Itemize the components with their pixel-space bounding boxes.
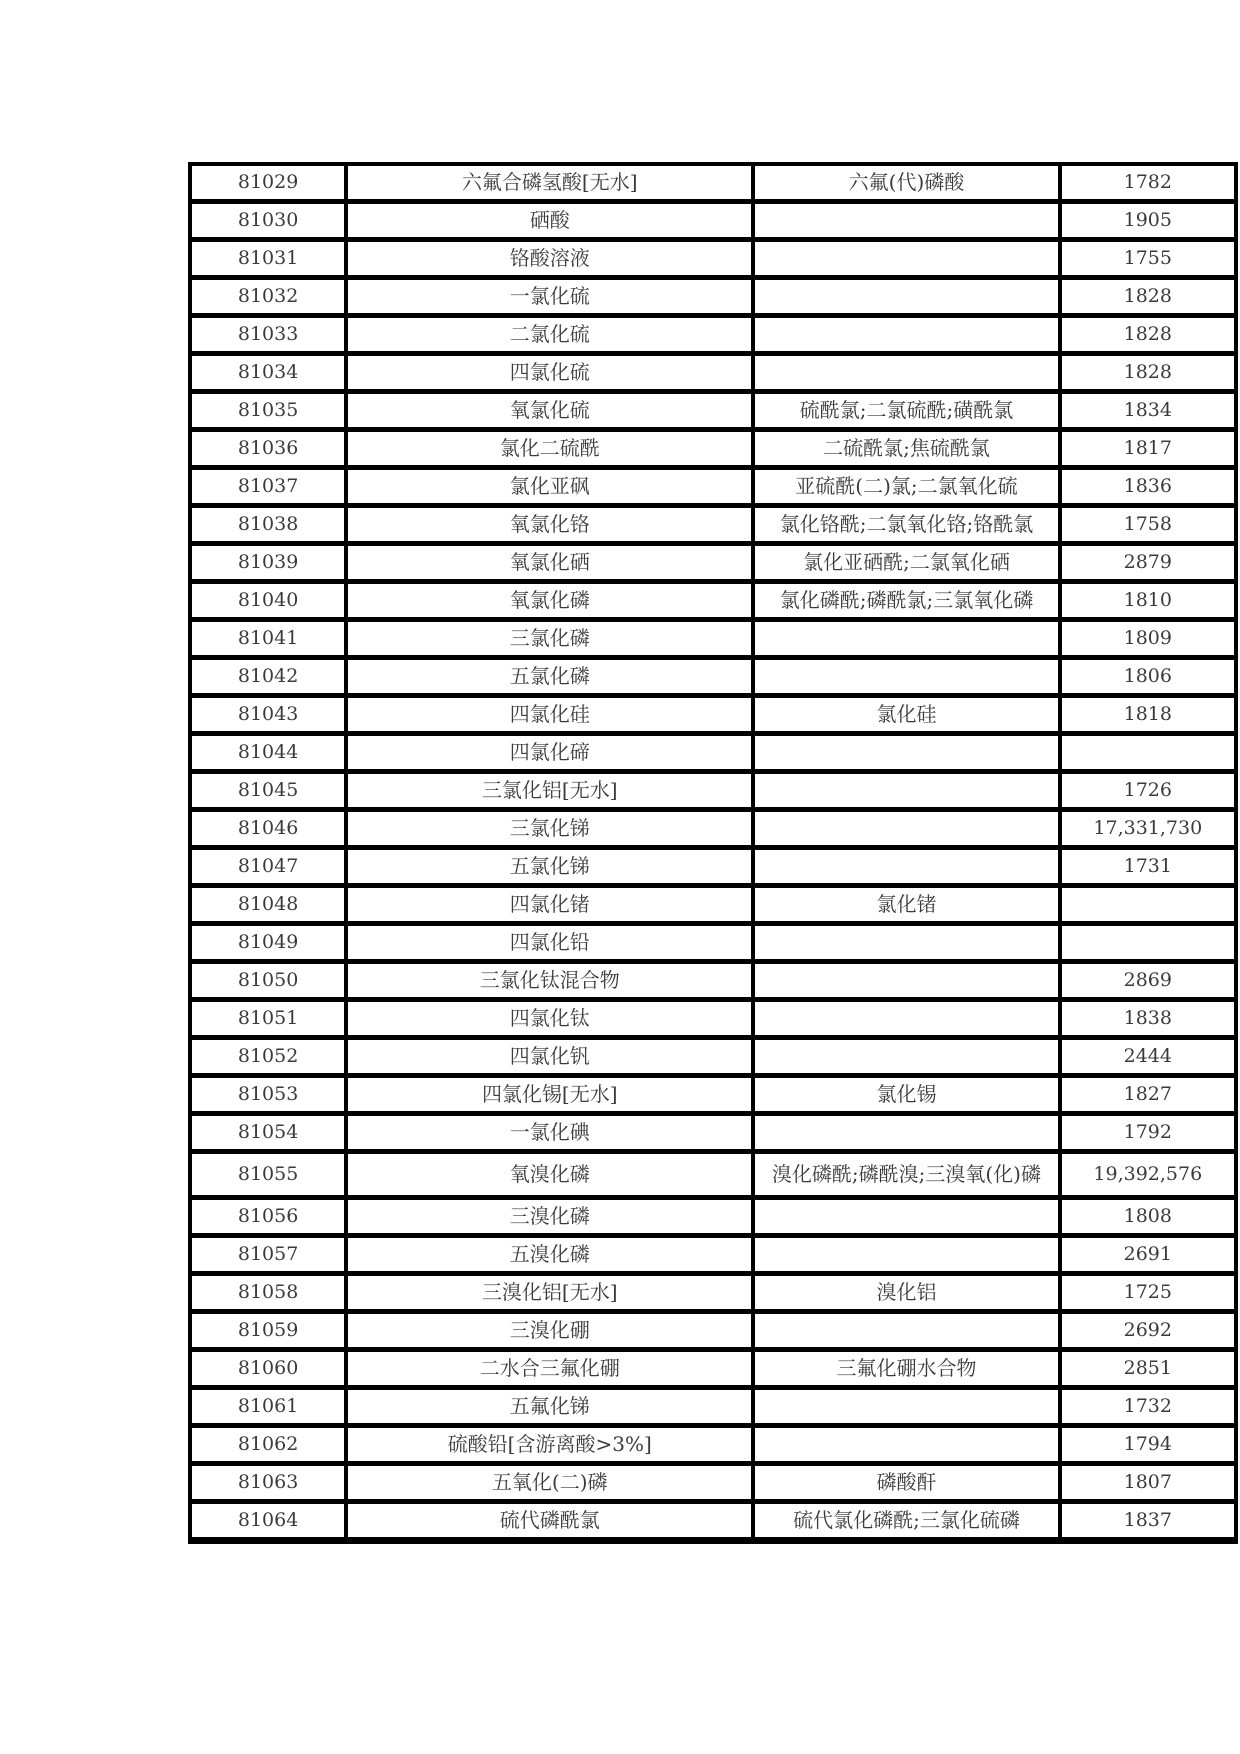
cell-name: 五溴化磷 [348, 1238, 755, 1276]
cell-name: 四氯化硅 [348, 698, 755, 736]
cell-name: 三氯化磷 [348, 622, 755, 660]
table-row [192, 508, 1238, 546]
cell-code: 81060 [192, 1352, 348, 1390]
cell-un-number: 1755 [1062, 242, 1238, 280]
table-row [192, 850, 1238, 888]
cell-code: 81058 [192, 1276, 348, 1314]
cell-name: 四氯化锡[无水] [348, 1078, 755, 1116]
cell-name: 氧氯化硒 [348, 546, 755, 584]
cell-alias: 硫酰氯;二氯硫酰;磺酰氯 [755, 394, 1061, 432]
cell-un-number: 2879 [1062, 546, 1238, 584]
cell-alias: 氯化锡 [755, 1078, 1061, 1116]
cell-name: 三氯化锑 [348, 812, 755, 850]
cell-un-number: 1834 [1062, 394, 1238, 432]
cell-code: 81044 [192, 736, 348, 774]
cell-code: 81045 [192, 774, 348, 812]
table-row [192, 1352, 1238, 1390]
table-row [192, 622, 1238, 660]
table-row [192, 584, 1238, 622]
cell-un-number: 1817 [1062, 432, 1238, 470]
cell-alias [755, 1390, 1061, 1428]
table-row [192, 1428, 1238, 1466]
cell-un-number: 1725 [1062, 1276, 1238, 1314]
cell-code: 81061 [192, 1390, 348, 1428]
cell-alias [755, 736, 1061, 774]
cell-un-number: 1836 [1062, 470, 1238, 508]
cell-un-number: 1828 [1062, 318, 1238, 356]
hazardous-chemicals-table [188, 162, 1238, 1544]
table-row [192, 356, 1238, 394]
table-row [192, 1116, 1238, 1154]
cell-code: 81064 [192, 1504, 348, 1542]
cell-code: 81046 [192, 812, 348, 850]
cell-un-number: 2869 [1062, 964, 1238, 1002]
table-row [192, 1002, 1238, 1040]
cell-code: 81059 [192, 1314, 348, 1352]
cell-alias: 氯化磷酰;磷酰氯;三氯氧化磷 [755, 584, 1061, 622]
cell-code: 81039 [192, 546, 348, 584]
cell-alias: 溴化铝 [755, 1276, 1061, 1314]
cell-alias [755, 1200, 1061, 1238]
cell-name: 氧氯化磷 [348, 584, 755, 622]
cell-name: 三溴化铝[无水] [348, 1276, 755, 1314]
table-row [192, 1504, 1238, 1542]
table-row [192, 926, 1238, 964]
cell-un-number: 1758 [1062, 508, 1238, 546]
cell-un-number: 1838 [1062, 1002, 1238, 1040]
cell-code: 81030 [192, 204, 348, 242]
cell-code: 81035 [192, 394, 348, 432]
cell-un-number: 1726 [1062, 774, 1238, 812]
table-row [192, 280, 1238, 318]
cell-alias [755, 1428, 1061, 1466]
cell-un-number: 1782 [1062, 166, 1238, 204]
cell-alias: 三氟化硼水合物 [755, 1352, 1061, 1390]
cell-code: 81040 [192, 584, 348, 622]
table-row [192, 1040, 1238, 1078]
cell-alias: 硫代氯化磷酰;三氯化硫磷 [755, 1504, 1061, 1542]
table-row [192, 888, 1238, 926]
cell-un-number: 1827 [1062, 1078, 1238, 1116]
table-row [192, 1276, 1238, 1314]
cell-un-number: 17,331,730 [1062, 812, 1238, 850]
cell-name: 三溴化磷 [348, 1200, 755, 1238]
table-row [192, 1078, 1238, 1116]
cell-alias [755, 850, 1061, 888]
table-row [192, 1154, 1238, 1200]
cell-name: 氯化亚砜 [348, 470, 755, 508]
cell-name: 五氯化磷 [348, 660, 755, 698]
cell-code: 81063 [192, 1466, 348, 1504]
cell-code: 81054 [192, 1116, 348, 1154]
cell-alias: 氯化亚硒酰;二氯氧化硒 [755, 546, 1061, 584]
cell-name: 氧溴化磷 [348, 1154, 755, 1200]
table-row [192, 204, 1238, 242]
cell-name: 氯化二硫酰 [348, 432, 755, 470]
cell-alias [755, 204, 1061, 242]
cell-name: 三氯化钛混合物 [348, 964, 755, 1002]
table-row [192, 394, 1238, 432]
table-row [192, 242, 1238, 280]
cell-code: 81032 [192, 280, 348, 318]
cell-un-number: 1808 [1062, 1200, 1238, 1238]
cell-alias [755, 318, 1061, 356]
table-row [192, 1466, 1238, 1504]
cell-alias [755, 622, 1061, 660]
cell-code: 81055 [192, 1154, 348, 1200]
table-row [192, 432, 1238, 470]
cell-alias [755, 280, 1061, 318]
cell-alias: 溴化磷酰;磷酰溴;三溴氧(化)磷 [755, 1154, 1061, 1200]
cell-code: 81033 [192, 318, 348, 356]
cell-alias [755, 1040, 1061, 1078]
cell-un-number: 1806 [1062, 660, 1238, 698]
cell-alias [755, 1238, 1061, 1276]
cell-name: 六氟合磷氢酸[无水] [348, 166, 755, 204]
cell-alias: 磷酸酐 [755, 1466, 1061, 1504]
table-row [192, 774, 1238, 812]
cell-code: 81062 [192, 1428, 348, 1466]
cell-name: 二氯化硫 [348, 318, 755, 356]
cell-code: 81052 [192, 1040, 348, 1078]
cell-un-number: 1828 [1062, 356, 1238, 394]
table-row [192, 964, 1238, 1002]
cell-name: 氧氯化硫 [348, 394, 755, 432]
cell-alias: 六氟(代)磷酸 [755, 166, 1061, 204]
cell-code: 81031 [192, 242, 348, 280]
cell-name: 五氟化锑 [348, 1390, 755, 1428]
cell-un-number: 1809 [1062, 622, 1238, 660]
cell-code: 81047 [192, 850, 348, 888]
table-row [192, 812, 1238, 850]
cell-name: 氧氯化铬 [348, 508, 755, 546]
cell-alias [755, 774, 1061, 812]
cell-code: 81056 [192, 1200, 348, 1238]
cell-alias [755, 242, 1061, 280]
cell-alias [755, 660, 1061, 698]
cell-code: 81034 [192, 356, 348, 394]
table-row [192, 1200, 1238, 1238]
cell-alias [755, 812, 1061, 850]
cell-name: 四氯化硫 [348, 356, 755, 394]
cell-alias [755, 964, 1061, 1002]
cell-name: 一氯化碘 [348, 1116, 755, 1154]
cell-code: 81049 [192, 926, 348, 964]
cell-name: 二水合三氟化硼 [348, 1352, 755, 1390]
cell-un-number [1062, 736, 1238, 774]
cell-name: 五氯化锑 [348, 850, 755, 888]
cell-un-number: 1792 [1062, 1116, 1238, 1154]
cell-un-number: 2691 [1062, 1238, 1238, 1276]
cell-un-number [1062, 888, 1238, 926]
table-row [192, 1314, 1238, 1352]
table-row [192, 1238, 1238, 1276]
cell-code: 81029 [192, 166, 348, 204]
cell-name: 铬酸溶液 [348, 242, 755, 280]
table-row [192, 470, 1238, 508]
cell-code: 81036 [192, 432, 348, 470]
cell-un-number: 1905 [1062, 204, 1238, 242]
table-row [192, 318, 1238, 356]
cell-name: 四氯化钒 [348, 1040, 755, 1078]
cell-un-number: 19,392,576 [1062, 1154, 1238, 1200]
cell-un-number: 1731 [1062, 850, 1238, 888]
cell-code: 81053 [192, 1078, 348, 1116]
cell-un-number: 1818 [1062, 698, 1238, 736]
cell-name: 三氯化铝[无水] [348, 774, 755, 812]
cell-code: 81043 [192, 698, 348, 736]
cell-alias [755, 1116, 1061, 1154]
cell-name: 三溴化硼 [348, 1314, 755, 1352]
cell-alias: 二硫酰氯;焦硫酰氯 [755, 432, 1061, 470]
cell-alias: 氯化锗 [755, 888, 1061, 926]
table-row [192, 660, 1238, 698]
cell-alias [755, 1314, 1061, 1352]
cell-name: 四氯化碲 [348, 736, 755, 774]
cell-un-number: 2692 [1062, 1314, 1238, 1352]
table-row [192, 166, 1238, 204]
cell-un-number: 1807 [1062, 1466, 1238, 1504]
cell-un-number [1062, 926, 1238, 964]
cell-un-number: 1810 [1062, 584, 1238, 622]
cell-name: 硫代磷酰氯 [348, 1504, 755, 1542]
table-row [192, 698, 1238, 736]
cell-code: 81048 [192, 888, 348, 926]
cell-un-number: 1837 [1062, 1504, 1238, 1542]
table-row [192, 736, 1238, 774]
cell-name: 四氯化铅 [348, 926, 755, 964]
cell-code: 81051 [192, 1002, 348, 1040]
cell-un-number: 2444 [1062, 1040, 1238, 1078]
cell-un-number: 1828 [1062, 280, 1238, 318]
cell-code: 81037 [192, 470, 348, 508]
cell-name: 一氯化硫 [348, 280, 755, 318]
table-row [192, 1390, 1238, 1428]
cell-code: 81042 [192, 660, 348, 698]
cell-alias [755, 1002, 1061, 1040]
cell-code: 81041 [192, 622, 348, 660]
cell-name: 硫酸铅[含游离酸>3%] [348, 1428, 755, 1466]
cell-name: 五氧化(二)磷 [348, 1466, 755, 1504]
cell-alias: 氯化硅 [755, 698, 1061, 736]
cell-alias: 氯化铬酰;二氯氧化铬;铬酰氯 [755, 508, 1061, 546]
cell-code: 81050 [192, 964, 348, 1002]
cell-code: 81057 [192, 1238, 348, 1276]
table-body [192, 166, 1238, 1542]
cell-alias [755, 926, 1061, 964]
cell-code: 81038 [192, 508, 348, 546]
cell-alias [755, 356, 1061, 394]
cell-name: 四氯化锗 [348, 888, 755, 926]
cell-name: 四氯化钛 [348, 1002, 755, 1040]
cell-un-number: 1794 [1062, 1428, 1238, 1466]
cell-un-number: 1732 [1062, 1390, 1238, 1428]
table-row [192, 546, 1238, 584]
cell-name: 硒酸 [348, 204, 755, 242]
cell-un-number: 2851 [1062, 1352, 1238, 1390]
cell-alias: 亚硫酰(二)氯;二氯氧化硫 [755, 470, 1061, 508]
